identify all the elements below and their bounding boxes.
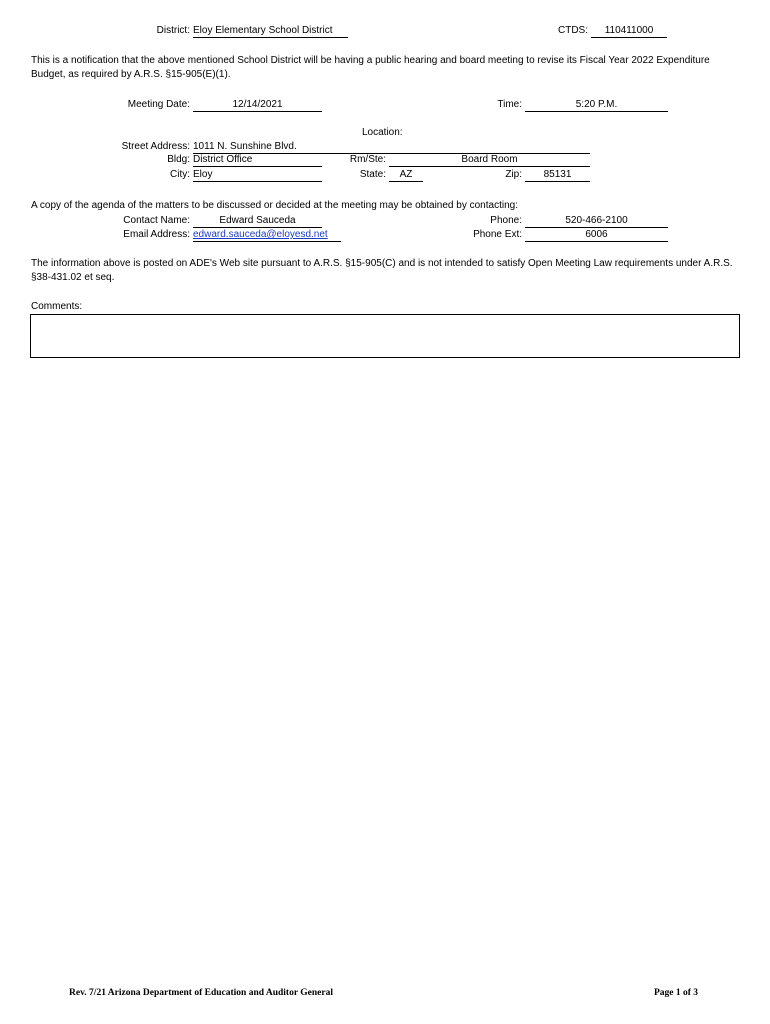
zip-label: Zip:: [505, 169, 522, 180]
street-address-field[interactable]: 1011 N. Sunshine Blvd.: [193, 141, 590, 154]
email-address-field[interactable]: [193, 229, 341, 242]
phone-ext-label: Phone Ext:: [473, 229, 522, 240]
email-address-label: Email Address:: [123, 229, 190, 240]
comments-label: Comments:: [31, 301, 83, 312]
contact-name-label: Contact Name:: [123, 215, 190, 226]
district-label: District:: [156, 25, 190, 36]
comments-box[interactable]: [30, 314, 740, 358]
bldg-field[interactable]: District Office: [193, 154, 322, 167]
ctds-label: CTDS:: [558, 25, 588, 36]
rmste-label: Rm/Ste:: [349, 154, 386, 165]
phone-ext-field[interactable]: 6006: [525, 229, 668, 242]
district-field[interactable]: Eloy Elementary School District: [193, 25, 348, 38]
meeting-date-label: Meeting Date:: [127, 99, 190, 110]
location-heading: Location:: [362, 127, 403, 138]
city-label: City:: [170, 169, 190, 180]
agenda-paragraph: A copy of the agenda of the matters to be discussed or decided at the meeting may be obtained by contacting:: [31, 200, 518, 211]
posting-paragraph: The information above is posted on ADE's Web site pursuant to A.R.S. §15-905(C) and is not intended to satisfy Open Meeting Law requirements under A.R.S. §38-431.02 et seq.: [31, 258, 733, 283]
city-field[interactable]: Eloy: [193, 169, 322, 182]
ctds-field[interactable]: 110411000: [591, 25, 667, 38]
bldg-label: Bldg:: [167, 154, 190, 165]
phone-label: Phone:: [490, 215, 522, 226]
comments-text: [31, 315, 739, 323]
street-address-label: Street Address:: [121, 141, 190, 152]
time-label: Time:: [497, 99, 522, 110]
time-field[interactable]: 5:20 P.M.: [525, 99, 668, 112]
zip-field[interactable]: 85131: [525, 169, 590, 182]
intro-paragraph: This is a notification that the above mentioned School District will be having a public hearing and board meeting to revise its Fiscal Year 2022 Expenditure Budget, as required by A.R.S. §15-905(E)(1).: [31, 55, 710, 80]
meeting-date-field[interactable]: 12/14/2021: [193, 99, 322, 112]
footer-revision: Rev. 7/21 Arizona Department of Education and Auditor General: [69, 988, 333, 998]
rmste-field[interactable]: Board Room: [389, 154, 590, 167]
footer-page-number: Page 1 of 3: [654, 988, 699, 998]
phone-field[interactable]: 520-466-2100: [525, 215, 668, 228]
state-label: State:: [359, 169, 386, 180]
email-link[interactable]: edward.sauceda@eloyesd.net: [193, 229, 328, 240]
state-field[interactable]: AZ: [389, 169, 423, 182]
contact-name-field[interactable]: Edward Sauceda: [193, 215, 322, 228]
